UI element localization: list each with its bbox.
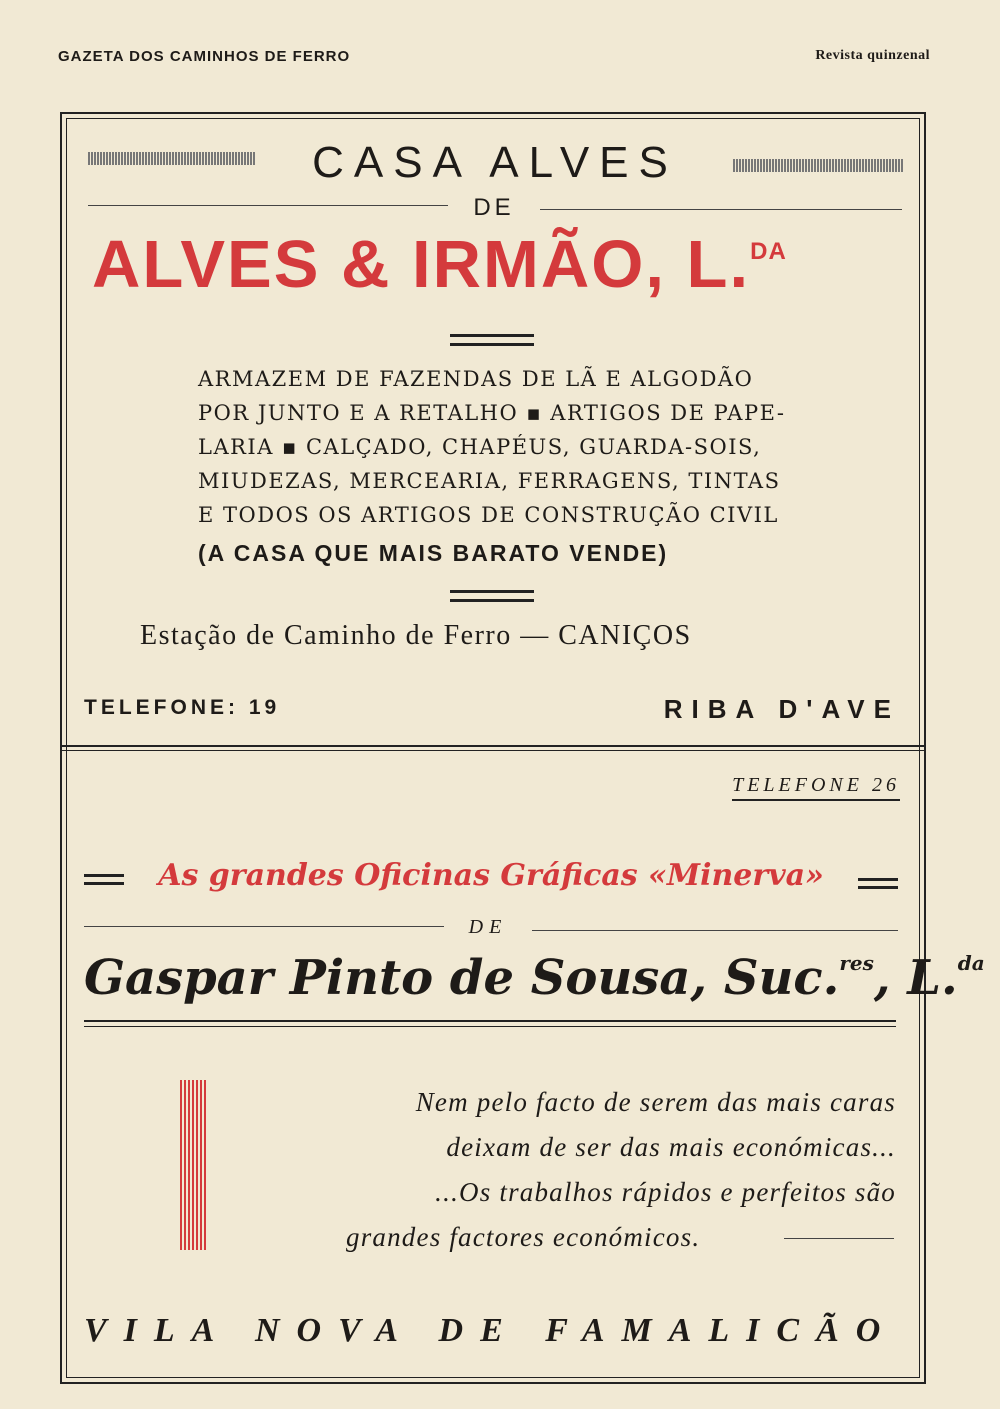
- company-underline-b: [84, 1026, 896, 1027]
- decorative-red-bar: [180, 1080, 206, 1250]
- rule-left: [88, 205, 448, 206]
- rule-left-2: [84, 926, 444, 927]
- ad2-company: [84, 950, 985, 1006]
- ad1-slogan: (A CASA QUE MAIS BARATO VENDE): [198, 540, 669, 566]
- body-line: deixam de ser das mais económicas...: [446, 1132, 896, 1162]
- description-line: MIUDEZAS, MERCEARIA, FERRAGENS, TINTAS: [198, 469, 781, 493]
- description-line: LARIA ▪ CALÇADO, CHAPÉUS, GUARDA-SOIS,: [198, 435, 762, 459]
- rule-right: [540, 209, 902, 210]
- publication-title: GAZETA DOS CAMINHOS DE FERRO: [58, 48, 351, 65]
- body-end-rule: [784, 1238, 894, 1239]
- body-line: ...Os trabalhos rápidos e perfeitos são: [435, 1177, 896, 1207]
- ad-divider: [62, 745, 924, 747]
- ad1-title: CASA ALVES: [312, 138, 678, 187]
- ad1-description: [198, 362, 798, 532]
- ad2-headline: As grandes Oficinas Gráficas «Minerva»: [158, 858, 824, 893]
- body-line: grandes factores económicos.: [346, 1222, 701, 1252]
- ad1-company-suffix: DA: [750, 238, 787, 265]
- ad1-location: RIBA D'AVE: [663, 694, 900, 724]
- hatch-rule-right: [733, 159, 903, 172]
- description-line: ARMAZEM DE FAZENDAS DE LÃ E ALGODÃO: [198, 367, 754, 391]
- publication-frequency: Revista quinzenal: [815, 48, 930, 63]
- rule-right-2: [532, 930, 898, 931]
- headline-rule-left-b: [84, 882, 124, 885]
- separator-bar-2b: [450, 599, 534, 602]
- ad1-connector: DE: [473, 194, 515, 221]
- description-line: POR JUNTO E A RETALHO ▪ ARTIGOS DE PAPE-: [198, 401, 786, 425]
- ad2-connector: DE: [468, 916, 508, 938]
- headline-rule-right-b: [858, 886, 898, 889]
- headline-rule-left-a: [84, 874, 124, 877]
- ad2-company-sup1: res: [839, 951, 874, 975]
- separator-bar-2a: [450, 590, 534, 593]
- separator-bar-1a: [450, 334, 534, 337]
- ad1-company-name: ALVES & IRMÃO, L.: [92, 227, 751, 302]
- ad1-station: Estação de Caminho de Ferro — CANIÇOS: [140, 620, 692, 651]
- separator-bar-1b: [450, 343, 534, 346]
- hatch-rule-left: [88, 152, 256, 165]
- ad-divider-thin: [62, 750, 924, 751]
- ad2-company-sup2: da: [957, 951, 985, 975]
- description-line: E TODOS OS ARTIGOS DE CONSTRUÇÃO CIVIL: [198, 503, 779, 527]
- headline-rule-right-a: [858, 878, 898, 881]
- ad1-telephone: TELEFONE: 19: [84, 696, 281, 719]
- company-underline-a: [84, 1020, 896, 1022]
- ad2-telephone: TELEFONE 26: [732, 774, 900, 801]
- ad2-location: VILA NOVA DE FAMALICÃO: [84, 1312, 898, 1349]
- ad2-company-mid: , L.: [873, 950, 958, 1006]
- ad1-company: [92, 226, 892, 306]
- ad2-body: [290, 1080, 896, 1260]
- body-line: Nem pelo facto de serem das mais caras: [415, 1087, 896, 1117]
- ad2-company-name: Gaspar Pinto de Sousa, Suc.: [84, 950, 840, 1006]
